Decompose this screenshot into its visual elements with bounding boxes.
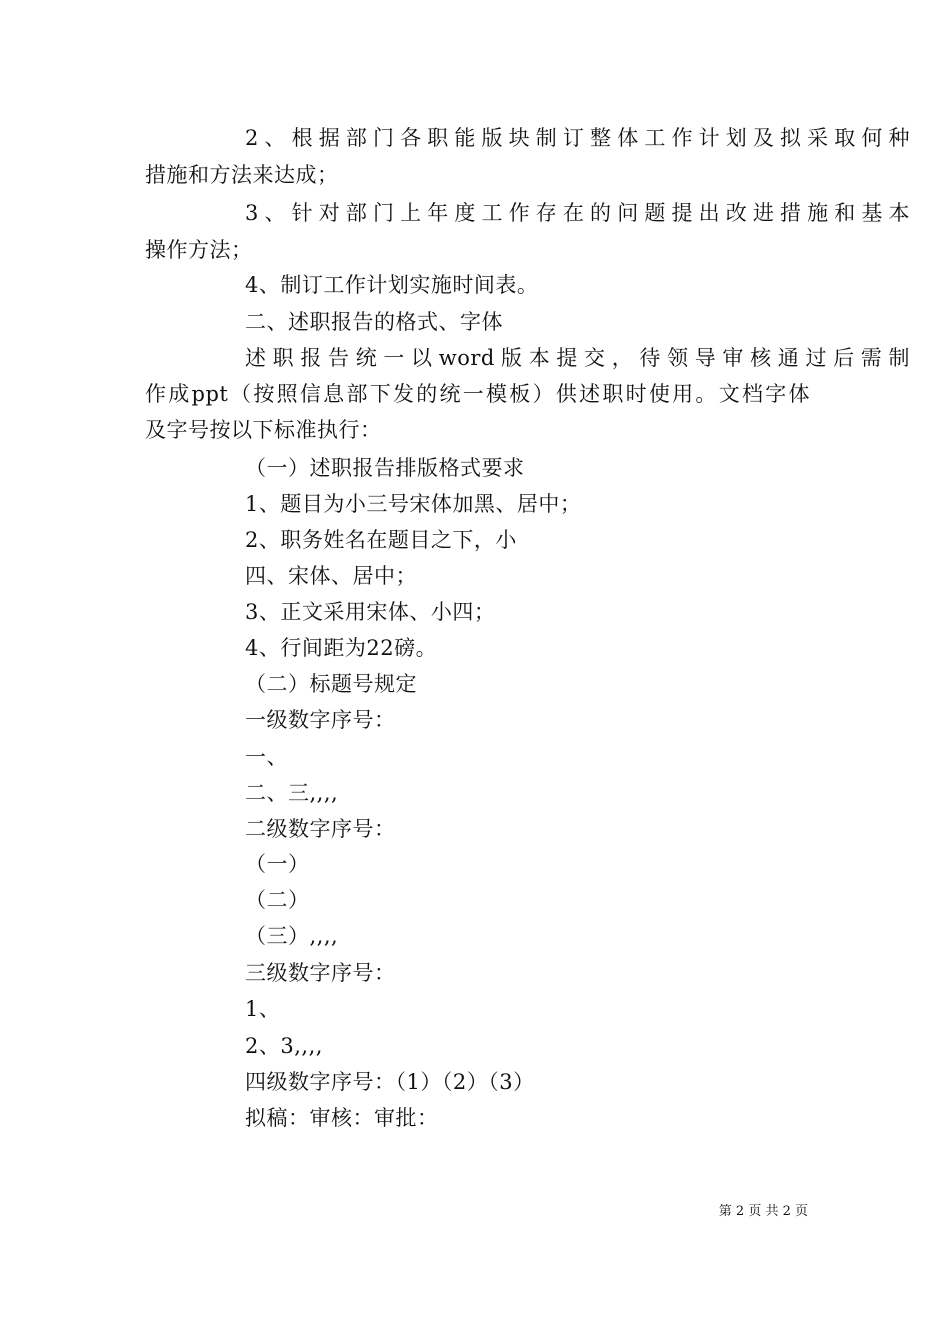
paragraph-line-3: 3、针对部门上年度工作存在的问题提出改进措施和基本 [245,201,910,225]
list-item-3: 3、正文采用宋体、小四； [245,600,496,624]
section-heading-format: 二、述职报告的格式、字体 [245,310,503,334]
level1-example-1: 一、 [245,745,288,769]
paragraph-line-4: 操作方法； [145,238,253,262]
level3-example-1: 1、 [245,997,281,1021]
paragraph-line-1: 2、根据部门各职能版块制订整体工作计划及拟采取何种 [245,126,910,150]
list-item-1: 1、题目为小三号宋体加黑、居中； [245,492,582,516]
list-item-2-cont: 四、宋体、居中； [245,564,417,588]
page-number-footer: 第 2 页 共 2 页 [718,1204,808,1219]
level2-example-1: （一） [245,852,310,876]
subheading-title-numbering: （二）标题号规定 [245,672,417,696]
level4-label: 四级数字序号：（1）（2）（3） [245,1070,535,1094]
paragraph-line-7: 述职报告统一以word版本提交，待领导审核通过后需制 [245,346,910,370]
level2-example-2: （二） [245,888,310,912]
paragraph-line-9: 及字号按以下标准执行： [145,418,382,442]
level3-example-2: 2、3,,,, [245,1034,323,1058]
level2-example-3: （三）,,,, [245,924,339,948]
signoff-line: 拟稿：审核：审批： [245,1106,439,1130]
level1-label: 一级数字序号： [245,708,396,732]
level3-label: 三级数字序号： [245,961,396,985]
paragraph-line-2: 措施和方法来达成； [145,163,339,187]
level1-example-2: 二、三,,,, [245,781,339,805]
paragraph-line-8: 作成ppt（按照信息部下发的统一模板）供述职时使用。文档字体 [145,382,810,406]
list-item-4: 4、行间距为22磅。 [245,636,438,660]
paragraph-line-5: 4、制订工作计划实施时间表。 [245,273,539,297]
level2-label: 二级数字序号： [245,817,396,841]
subheading-layout-requirements: （一）述职报告排版格式要求 [245,456,525,480]
list-item-2: 2、职务姓名在题目之下，小 [245,528,517,552]
